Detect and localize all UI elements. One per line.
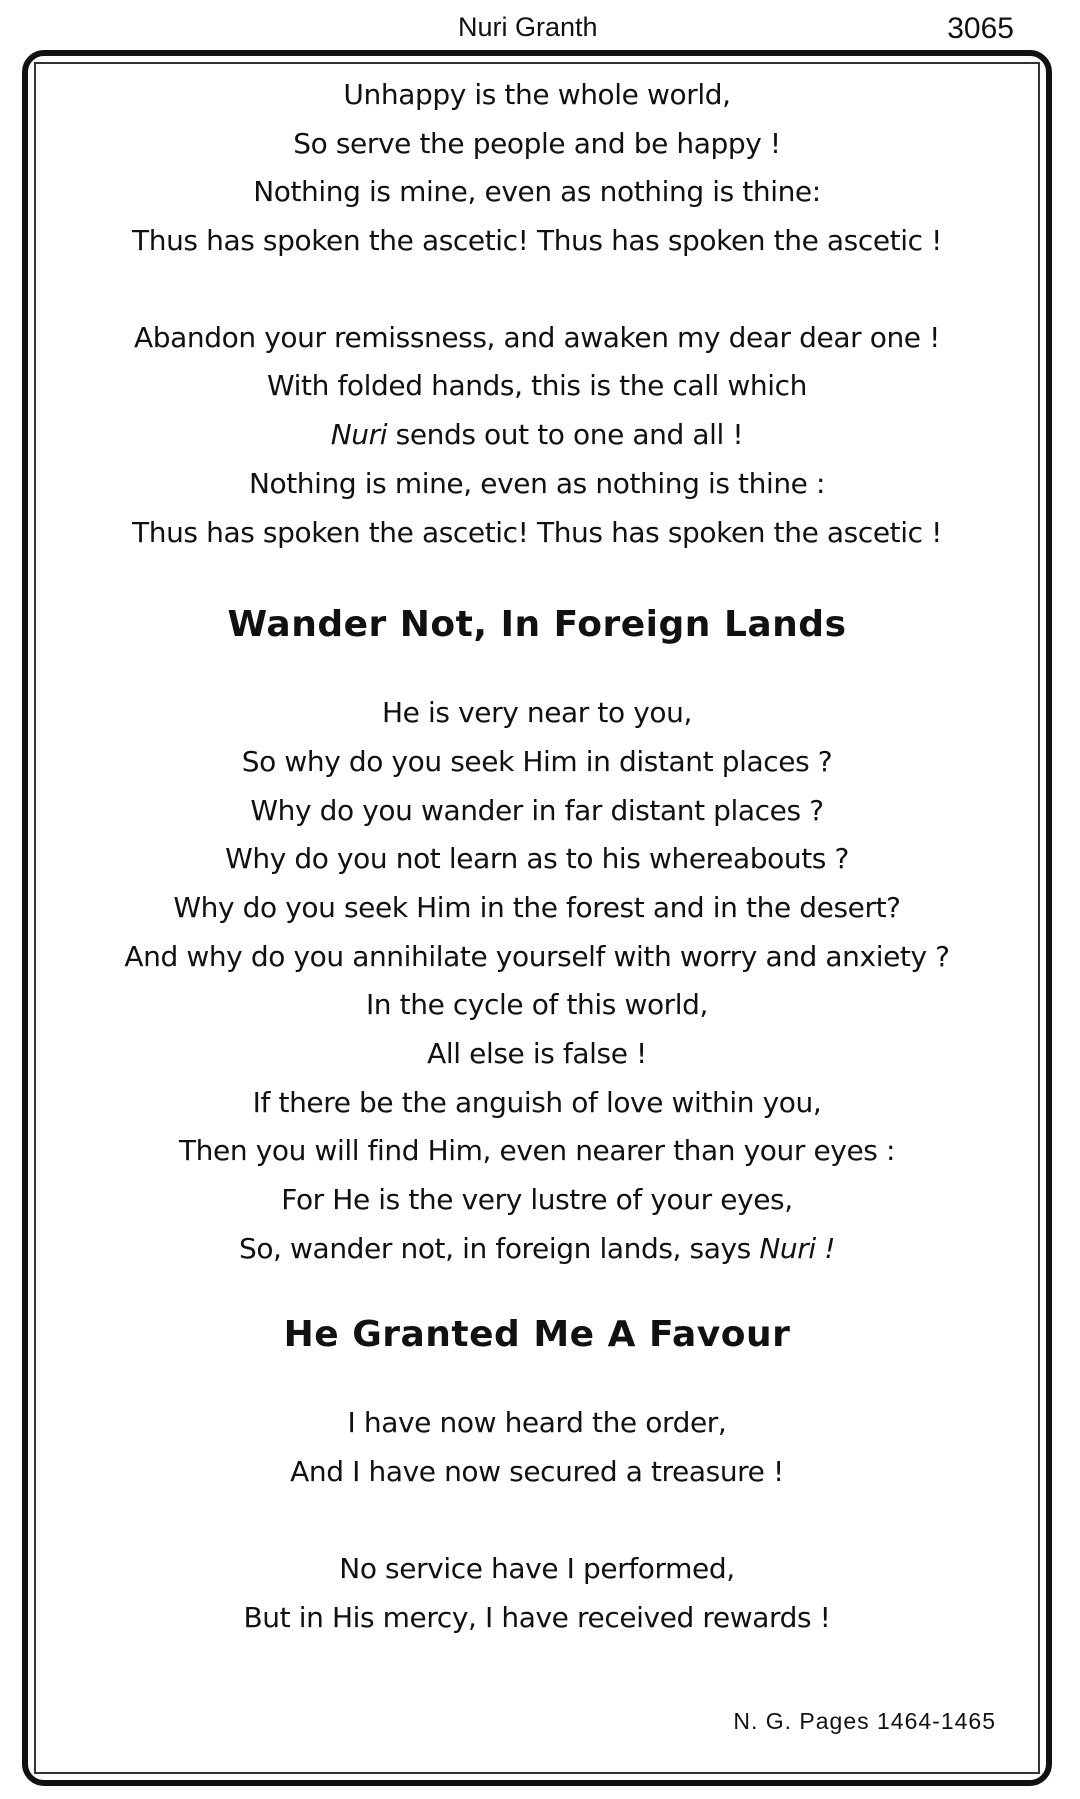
verse-line: So serve the people and be happy ! <box>293 126 781 160</box>
verse-line: If there be the anguish of love within you, <box>252 1085 822 1119</box>
verse-line: Thus has spoken the ascetic! Thus has spoken the ascetic ! <box>132 515 942 549</box>
verse-line: Nothing is mine, even as nothing is thine: <box>253 175 821 209</box>
verse-line: For He is the very lustre of your eyes, <box>281 1183 793 1217</box>
poet-name: Nuri <box>330 418 388 452</box>
stanza-2 <box>36 314 1038 557</box>
verse-line: He is very near to you, <box>382 696 692 730</box>
verse-line: And why do you annihilate yourself with worry and anxiety ? <box>124 939 950 973</box>
verse-line: Then you will find Him, even nearer than your eyes : <box>178 1134 896 1168</box>
verse-line: Nothing is mine, even as nothing is thine : <box>248 466 826 500</box>
page-content <box>36 64 1038 1642</box>
verse-line-start: So, wander not, in foreign lands, says <box>238 1231 760 1265</box>
verse-line: With folded hands, this is the call which <box>266 369 808 403</box>
verse-line: No service have I performed, <box>339 1551 735 1585</box>
poet-name: Nuri ! <box>759 1231 836 1265</box>
poem-granted-favour-stanza-2 <box>36 1545 1038 1642</box>
page-number: 3065 <box>947 12 1014 45</box>
verse-line: Why do you not learn as to his whereabouts ? <box>225 842 849 876</box>
verse-line: I have now heard the order, <box>347 1406 727 1440</box>
verse-line: Why do you wander in far distant places ? <box>250 793 824 827</box>
poem-wander-not-body <box>36 689 1038 1273</box>
poem-granted-favour-stanza-1 <box>36 1399 1038 1496</box>
verse-line: All else is false ! <box>427 1037 647 1070</box>
verse-line: Unhappy is the whole world, <box>343 78 731 111</box>
verse-line: Thus has spoken the ascetic! Thus has spoken the ascetic ! <box>132 224 942 258</box>
verse-line: Why do you seek Him in the forest and in the desert? <box>173 890 901 924</box>
verse-line: In the cycle of this world, <box>365 988 709 1022</box>
verse-line: But in His mercy, I have received rewards ! <box>243 1600 831 1634</box>
verse-line-rest: sends out to one and all ! <box>387 418 744 452</box>
stanza-1 <box>36 71 1038 266</box>
verse-line: So why do you seek Him in distant places ? <box>241 744 833 778</box>
running-head <box>0 8 1080 44</box>
verse-line: And I have now secured a treasure ! <box>290 1455 784 1489</box>
verse-line: Abandon your remissness, and awaken my dear dear one ! <box>134 320 940 354</box>
verse-line <box>36 411 1038 460</box>
poem-title-granted-favour: He Granted Me A Favour <box>283 1314 791 1356</box>
verse-line <box>36 1225 1038 1274</box>
poem-title-wander-not: Wander Not, In Foreign Lands <box>227 604 847 646</box>
page-reference: N. G. Pages 1464-1465 <box>733 1708 996 1734</box>
book-title: Nuri Granth <box>458 12 598 42</box>
